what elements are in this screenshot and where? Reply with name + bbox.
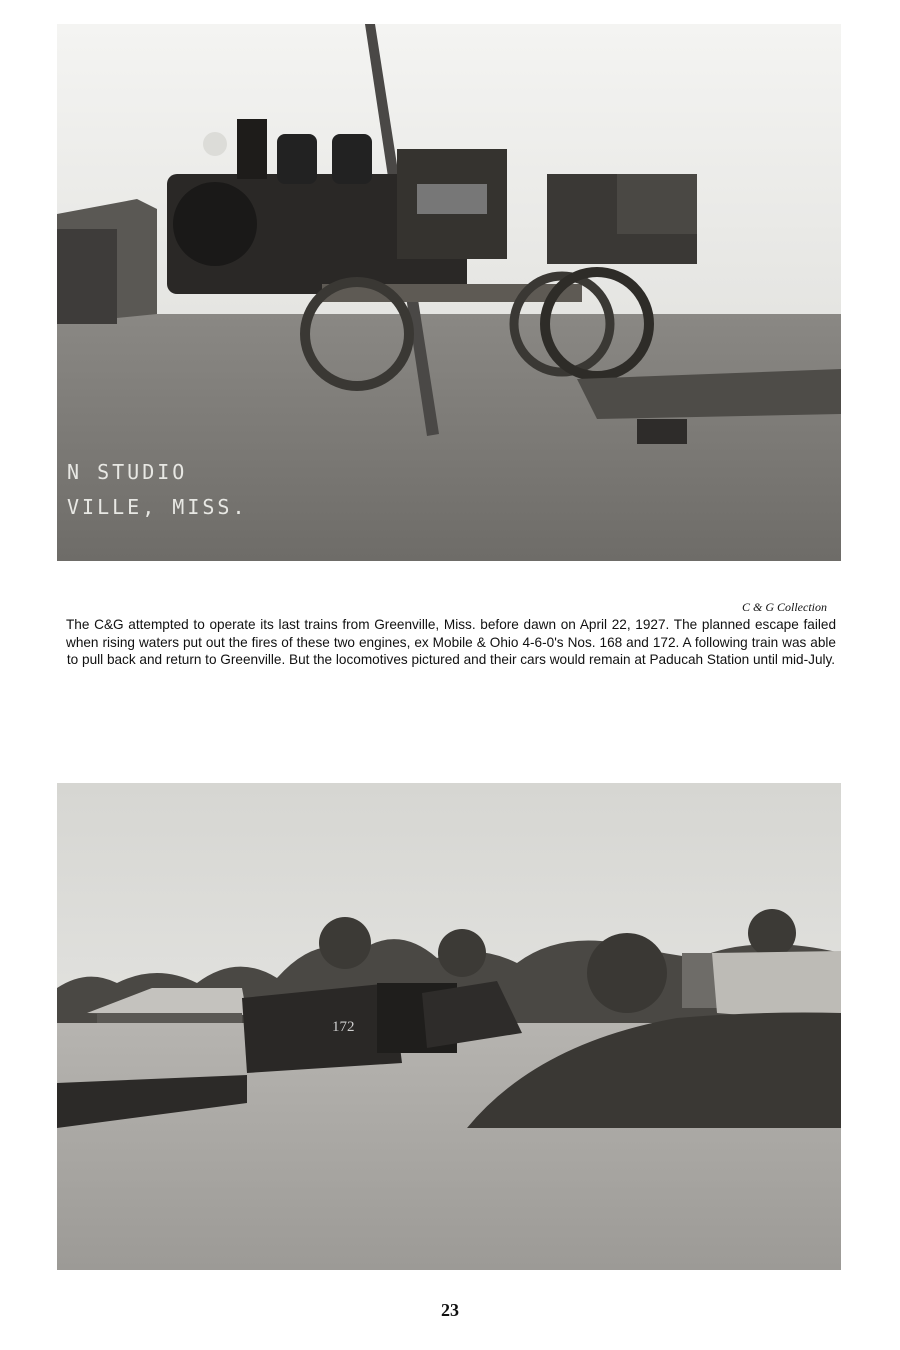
bottom-photo-graphic xyxy=(57,783,841,1270)
page-number: 23 xyxy=(441,1300,459,1320)
tender-number: 172 xyxy=(332,1019,355,1035)
photo-credit: C & G Collection xyxy=(742,600,827,614)
top-photo-graphic xyxy=(57,24,841,561)
photo-caption: The C&G attempted to operate its last trains from Greenville, Miss. before dawn on April 22, 1927. The planned escape failed when rising waters put out the fires of these two engines, ex Mobile & Ohio 4-6-0's Nos. 168 and 172. A following train was able to pull back and return to Greenville. But the locomotives pictured and their cars would remain at Paducah Station until mid-July. xyxy=(66,617,836,667)
studio-stamp-line-1: N STUDIO xyxy=(67,460,188,484)
studio-stamp-line-2: VILLE, MISS. xyxy=(67,495,248,519)
top-photograph xyxy=(57,24,841,561)
bottom-photograph xyxy=(57,783,841,1270)
